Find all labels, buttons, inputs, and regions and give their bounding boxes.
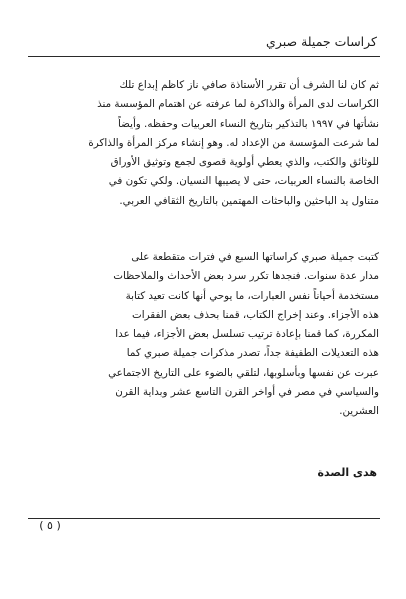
paragraph-line: ثم كان لنا الشرف أن تقرر الأستاذة صافي ناز كاظم إبداع تلك <box>119 79 379 91</box>
paragraph-line: هذه الأجزاء. وعند إخراج الكتاب، قمنا بحذف بعض الفقرات <box>132 308 379 321</box>
paragraph-line: مستخدمة أحياناً نفس العبارات، ما يوحي أنها كانت تعيد كتابة <box>125 289 379 302</box>
header-rule <box>28 56 380 57</box>
paragraph-line: عبرت عن نفسها وبأسلوبها، لتلقي بالضوء على التاريخ الاجتماعي <box>108 366 379 379</box>
footer-rule <box>28 518 380 519</box>
paragraph-line: للوثائق والكتب، والذي يعطي أولوية قصوى لجمع وتوثيق الأوراق <box>110 156 379 169</box>
paragraph-line: مدار عدة سنوات. فنجدها تكرر سرد بعض الأحداث والملاحظات <box>113 270 379 283</box>
paragraph-line: المكررة، كما قمنا بإعادة ترتيب تسلسل بعض الأجزاء، فيما عدا <box>115 328 379 341</box>
paragraph-line: لما شرعت المؤسسة من الإعداد له. وهو إنشاء مركز المرأة والذاكرة <box>88 136 379 149</box>
paragraph-line: كتبت جميلة صبري كراساتها السبع في فترات متقطعة على <box>131 251 379 263</box>
paragraph-line: متناول يد الباحثين والباحثات المهتمين بالتاريخ الثقافي العربي. <box>119 194 379 207</box>
running-head-title: كراسات جميلة صبري <box>266 34 377 49</box>
page-number: ( ٥ ) <box>39 519 61 532</box>
paragraph-line: والسياسي في مصر في أواخر القرن التاسع عشر وبداية القرن <box>115 386 379 399</box>
paragraph-2 <box>34 248 379 422</box>
paragraph-line: الخاصة بالنساء العربيات، حتى لا يصيبها النسيان. ولكي تكون في <box>108 175 379 188</box>
paragraph-line: نشأتها في ١٩٩٧ بالتذكير بتاريخ النساء العربيات وحفظه. وأيضاً <box>118 117 379 130</box>
paragraph-line: الكراسات لدى المرأة والذاكرة لما عرفته عن اهتمام المؤسسة منذ <box>97 98 379 111</box>
paragraph-1 <box>34 76 379 211</box>
author-signature: هدى الصدة <box>317 466 377 479</box>
paragraph-line: هذه التعديلات الطفيفة جداً، تصدر مذكرات جميلة صبري كما <box>126 347 379 360</box>
paragraph-line: العشرين. <box>339 405 379 418</box>
